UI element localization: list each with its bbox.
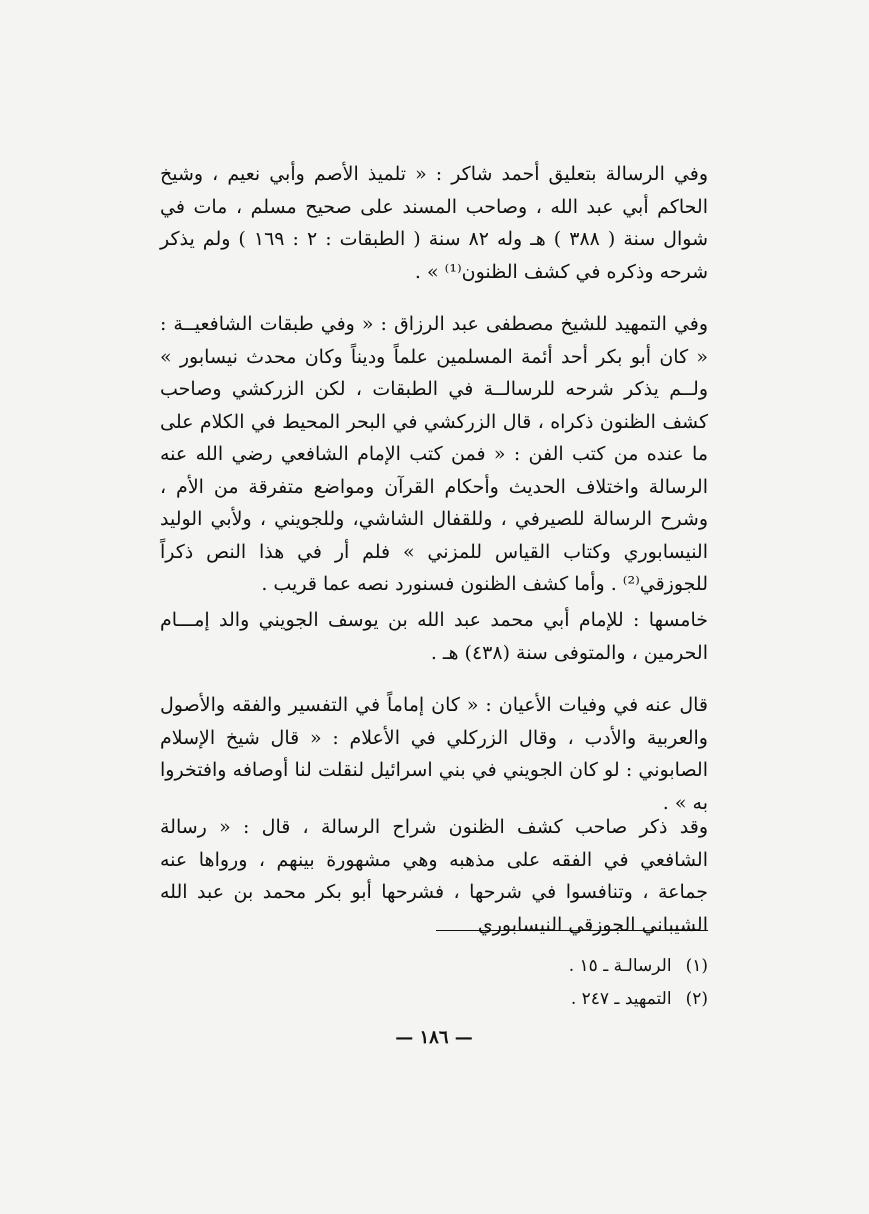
paragraph-kashf-al-zunun: وقد ذكر صاحب كشف الظنون شراح الرسالة ، قال : « رسالة الشافعي في الفقه على مذهبه وهي مشهورة بينهم ، ورواها عنه جماعة ، وتنافسوا في شرحها ، فشرحها أبو بكر محمد بن عبد الله الشيباني الجوزقي النيسابوري [160, 816, 708, 936]
paragraph-tamhid: وفي التمهيد للشيخ مصطفى عبد الرزاق : « وفي طبقات الشافعيــة : « كان أبو بكر أحد أئمة المسلمين علماً وديناً وكان محدث نيسابور » ولــم يذكر شرحه للرسالــة في الطبقات ، لكن الزركشي وصاحب كشف الظنون ذكراه ، قال الزركشي في البحر المحيط في الكلام على ما عنده من كتب الفن : « فمن كتب الإمام الشافعي رضي الله عنه الرسالة واختلاف الحديث وأحكام القرآن ومواضع متفرقة من الأم ، وشرح الرسالة للصيرفي ، وللقفال الشاشي، وللجويني ، ولأبي الوليد النيسابوري وكتاب القياس للمزني » فلم أر في هذا النص ذكراً للجوزقي⁽²⁾ . وأما كشف الظنون فسنورد نصه عما قريب . [160, 313, 708, 595]
footnote-separator [436, 930, 708, 931]
paragraph-wafayat: قال عنه في وفيات الأعيان : « كان إماماً في التفسير والفقه والأصول والعربية والأدب ، وقال الزركلي في الأعلام : « قال شيخ الإسلام الصابوني : لو كان الجويني في بني اسرائيل لنقلت لنا أوصافه وافتخروا به » . [160, 694, 708, 814]
footnote-2 [436, 987, 708, 1011]
footnote-text: الرسالـة ـ ١٥ . [568, 956, 672, 976]
page-number: — ١٨٦ — [395, 1027, 473, 1048]
footnote-number: (٢) [685, 989, 708, 1009]
footnote-1 [436, 954, 708, 978]
paragraph-risala-shakir: وفي الرسالة بتعليق أحمد شاكر : « تلميذ الأصم وأبي نعيم ، وشيخ الحاكم أبي عبد الله ، وصاحب المسند على صحيح مسلم ، مات في شوال سنة ( ٣٨٨ ) هـ وله ٨٢ سنة ( الطبقات : ٢ : ١٦٩ ) ولم يذكر شرحه وذكره في كشف الظنون⁽¹⁾ » . [160, 163, 709, 283]
paragraph-fifth-commentator: خامسها : للإمام أبي محمد عبد الله بن يوسف الجويني والد إمـــام الحرمين ، والمتوفى سنة (٤٣٨) هـ . [160, 609, 708, 664]
footnote-number: (١) [685, 956, 708, 976]
footnote-text: التمهيد ـ ٢٤٧ . [570, 989, 672, 1009]
